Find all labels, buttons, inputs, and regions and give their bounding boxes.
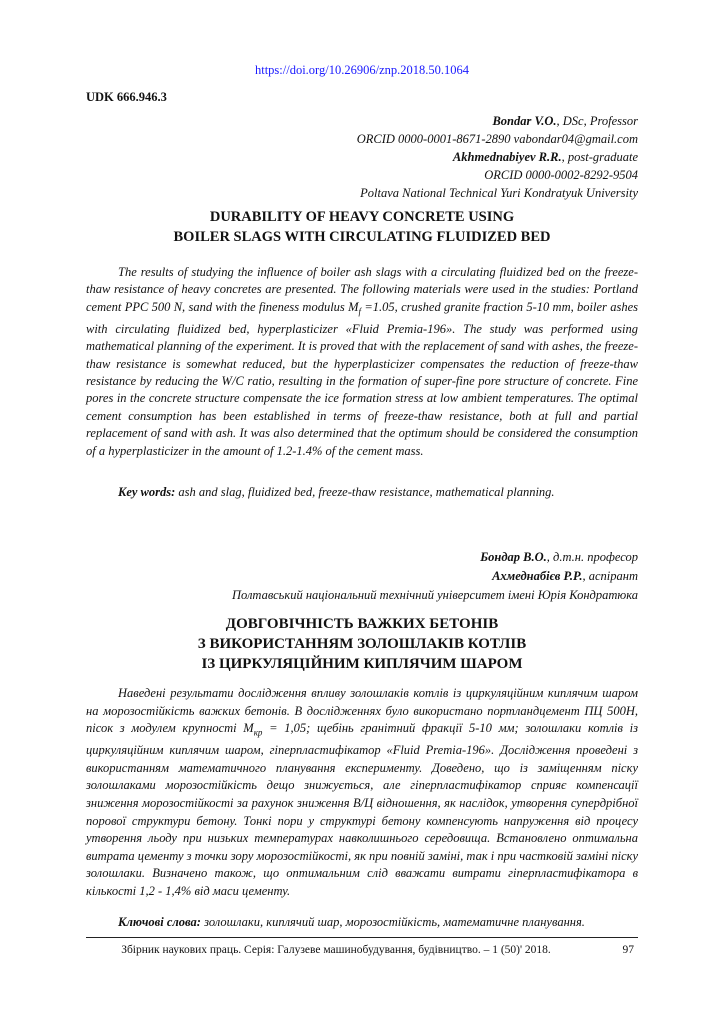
udk-code: UDK 666.946.3 [86,90,167,104]
abstract-english [86,264,638,460]
title-ukrainian-line-1: ДОВГОВІЧНІСТЬ ВАЖКИХ БЕТОНІВ [225,616,499,632]
title-ukrainian [86,614,638,674]
abstract-english-part-1: The results of studying the influence of boiler ash slags with a circulating fluidized bed on the freeze-thaw resistance of heavy concretes are presented. The following materials were used in the studies: Portland cement PPC 500 N, sand with the fineness modulus M [86,265,638,314]
footer-divider [86,937,638,938]
author-1-degree: , DSc, Professor [556,114,638,128]
author-ua-2-name: Ахмеднабієв Р.Р. [492,569,583,583]
authors-ukrainian [138,548,638,605]
keywords-ukrainian [86,914,638,931]
abstract-ukrainian [86,685,638,901]
abstract-ukrainian-subscript: кр [253,727,263,738]
title-ukrainian-line-2: З ВИКОРИСТАННЯМ ЗОЛОШЛАКІВ КОТЛІВ [197,636,527,652]
author-1-name: Bondar V.O. [492,114,557,128]
keywords-ukrainian-text: золошлаки, киплячий шар, морозостійкість, математичне планування. [200,915,585,929]
author-ua-1-line [138,548,638,567]
author-ua-2-degree: , аспірант [582,569,638,583]
abstract-english-subscript: f [358,306,362,317]
title-ukrainian-line-3: ІЗ ЦИРКУЛЯЦІЙНИМ КИПЛЯЧИМ ШАРОМ [201,656,523,672]
author-2-line [138,148,638,166]
author-1-line [138,112,638,130]
author-2-orcid: ORCID 0000-0002-8292-9504 [484,168,638,182]
keywords-english-label: Key words: [118,485,176,499]
affiliation-ukrainian: Полтавський національний технічний університет імені Юрія Кондратюка [232,588,638,602]
author-2-degree: , post-graduate [561,150,638,164]
keywords-english [86,484,638,501]
doi-link[interactable]: https://doi.org/10.26906/znp.2018.50.1064 [254,63,469,77]
author-1-orcid: ORCID 0000-0001-8671-2890 vabondar04@gmail.com [356,132,638,146]
keywords-ukrainian-label: Ключові слова: [118,915,201,929]
title-english [86,207,638,247]
authors-english [138,112,638,202]
author-ua-1-degree: , д.т.н. професор [546,550,638,564]
page-number: 97 [622,944,634,956]
author-ua-1-name: Бондар В.О. [480,550,547,564]
abstract-ukrainian-part-2: = 1,05; щебінь гранітний фракції 5-10 мм; золошлаки котлів із циркуляційним киплячим шаром, гіперпластифікатор «Fluid Premia-196». Дослідження проведені з використанням математичного планування експерименту. Доведено, що із заміщенням піску золошлаками морозостійкість дещо знижується, але гіперпластифікатор сприяє компенсації зниження морозостійкості за рахунок зниження В/Ц відношення, як наслідок, утворення супердрібної порової структури бетону. Тонкі пори у структурі бетону компенсують напруження від процесу утворення льоду при низьких температурах навколишнього середовища. Встановлено оптимальна витрата цементу з точки зору морозостійкості, як при повній заміні, так і при частковій заміні піску золошлаки. Визначено також, що оптимальним слід вважати витрати гіперпластифікатора в кількості 1,2 - 1,4% від маси цементу. [86,721,639,899]
journal-source: Збірник наукових праць. Серія: Галузеве машинобудування, будівництво. – 1 (50)' 2018. [121,944,551,956]
affiliation-english: Poltava National Technical Yuri Kondratyuk University [360,186,638,200]
abstract-ukrainian-part-1: Наведені результати дослідження впливу золошлаків котлів із циркуляційним киплячим шаром на морозостійкість важких бетонів. В дослідженнях було використано портландцемент ПЦ 500Н, пісок з модулем крупності М [86,686,638,736]
abstract-english-part-2: =1.05, crushed granite fraction 5-10 mm, boiler ashes with circulating fluidized bed, hyperplasticizer «Fluid Premia-196». The study was performed using mathematical planning of the experiment. It is proved that with the replacement of sand with ashes, the freeze-thaw resistance is somewhat reduced, but the hyperplasticizer compensates the reduction of freeze-thaw resistance by reducing the W/C ratio, resulting in the formation of super-fine pore structure of concrete. Fine pores in the concrete structure compensate the ice formation stress at low ambient temperatures. The optimal cement consumption has been established in terms of freeze-thaw resistance, both at full and partial replacement of sand with ash. It was also determined that the optimum should be considered the consumption of a hyperplasticizer in the amount of 1.2-1.4% of the cement mass. [86,299,638,458]
author-2-name: Akhmednabiyev R.R. [452,150,562,164]
keywords-english-text: ash and slag, fluidized bed, freeze-thaw resistance, mathematical planning. [175,485,555,499]
title-english-line-1: DURABILITY OF HEAVY CONCRETE USING [209,209,515,225]
author-ua-2-line [138,567,638,586]
title-english-line-2: BOILER SLAGS WITH CIRCULATING FLUIDIZED BED [173,229,551,245]
